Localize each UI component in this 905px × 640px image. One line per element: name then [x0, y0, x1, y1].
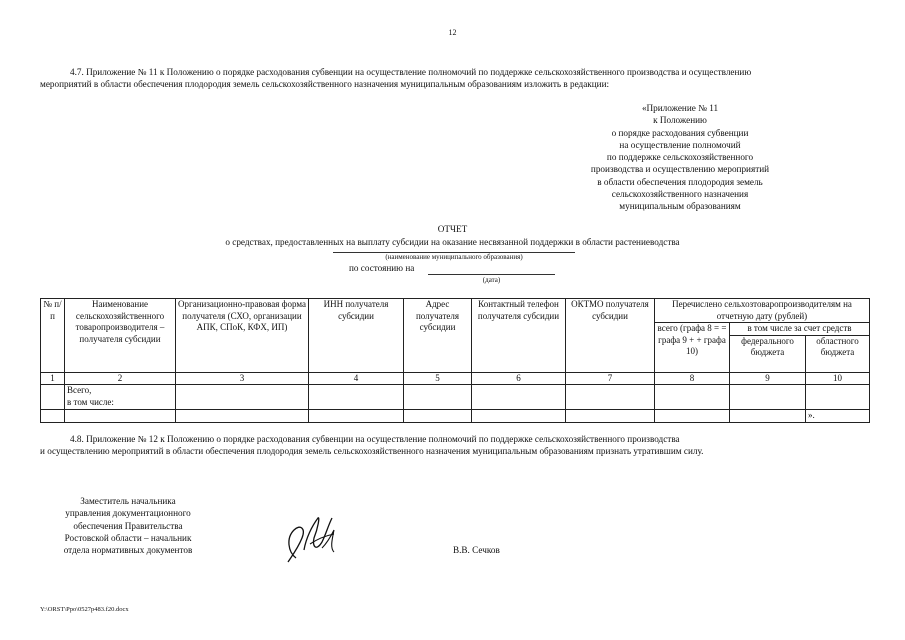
- header-num: № п/п: [41, 299, 65, 373]
- column-number: 2: [65, 372, 176, 385]
- empty-row-cell: [309, 410, 404, 423]
- report-subtitle: о средствах, предоставленных на выплату субсидии на оказание несвязанной поддержки в области растениеводства: [225, 236, 680, 247]
- column-number: 10: [806, 372, 870, 385]
- footer-file-path: Y:\ORST\Ppo\0527p483.f20.docx: [40, 606, 129, 613]
- empty-row-cell: [176, 410, 309, 423]
- empty-row-cell: [41, 410, 65, 423]
- paragraph-4-7: [40, 67, 865, 91]
- page-number: 12: [448, 28, 457, 37]
- header-including: в том числе за счет средств: [730, 323, 870, 336]
- paragraph-4-8-line2: и осуществлению мероприятий в области обеспечения плодородия земель сельскохозяйственного назначения муниципальным образованиям признать утратившим силу.: [40, 445, 704, 456]
- column-number: 6: [472, 372, 566, 385]
- header-transferred: Перечислено сельхозтоваропроизводителям на отчетную дату (рублей): [655, 299, 870, 323]
- total-label: Всего,: [67, 385, 92, 395]
- empty-row-cell: [404, 410, 472, 423]
- report-title: ОТЧЕТ: [437, 224, 468, 234]
- date-line: [428, 274, 555, 275]
- header-regional: областного бюджета: [806, 335, 870, 372]
- column-number: 3: [176, 372, 309, 385]
- signatory-line: обеспечения Правительства: [73, 520, 183, 531]
- empty-row-cell: [65, 410, 176, 423]
- handwritten-signature: [282, 508, 344, 566]
- total-row-cell: [566, 385, 655, 410]
- appendix-line: производства и осуществлению мероприятий: [590, 164, 770, 175]
- column-number: 7: [566, 372, 655, 385]
- as-of-label: по состоянию на: [349, 263, 415, 273]
- appendix-line: «Приложение № 11: [641, 103, 719, 113]
- header-org-form: Организационно-правовая форма получателя (СХО, организации АПК, СПоК, КФХ, ИП): [176, 299, 309, 373]
- paragraph-4-8: [40, 434, 865, 458]
- empty-row-cell: [566, 410, 655, 423]
- header-phone: Контактный телефон получателя субсидии: [472, 299, 566, 373]
- column-number: 1: [41, 372, 65, 385]
- appendix-header: [560, 102, 800, 213]
- header-address: Адрес получателя субсидии: [404, 299, 472, 373]
- signatory-line: управления документационного: [65, 508, 191, 519]
- header-federal: федерального бюджета: [730, 335, 806, 372]
- empty-row-cell: [730, 410, 806, 423]
- report-title-block: [0, 223, 905, 248]
- including-label: в том числе:: [67, 396, 114, 407]
- total-row-cell: [655, 385, 730, 410]
- report-table: [40, 298, 870, 423]
- signatory-line: отдела нормативных документов: [63, 545, 193, 556]
- header-oktmo: ОКТМО получателя субсидии: [566, 299, 655, 373]
- paragraph-4-7-line2: мероприятий в области обеспечения плодородия земель сельскохозяйственного назначения муниципальным образованиям изложить в редакции:: [40, 78, 610, 89]
- total-row-cell: [730, 385, 806, 410]
- appendix-line: сельскохозяйственного назначения: [611, 189, 749, 200]
- total-row-cell: [176, 385, 309, 410]
- header-inn: ИНН получателя субсидии: [309, 299, 404, 373]
- appendix-line: в области обеспечения плодородия земель: [597, 176, 763, 187]
- paragraph-4-7-line1: 4.7. Приложение № 11 к Положению о порядке расходования субвенции на осуществление полномочий по поддержке сельскохозяйственного производства и осуществлению: [70, 67, 752, 77]
- municipality-caption: (наименование муниципального образования): [385, 253, 523, 261]
- header-name: Наименование сельскохозяйственного товаропроизводителя – получателя субсидии: [65, 299, 176, 373]
- signatory-line: Ростовской области – начальник: [64, 532, 192, 543]
- appendix-line: муниципальным образованиям: [619, 201, 741, 212]
- total-row-cell: [309, 385, 404, 410]
- appendix-line: на осуществление полномочий: [619, 139, 741, 150]
- appendix-line: по поддержке сельскохозяйственного: [606, 152, 754, 163]
- signatory-position: [48, 495, 208, 556]
- total-row-cell: [806, 385, 870, 410]
- total-row-cell: [404, 385, 472, 410]
- signatory-line: Заместитель начальника: [80, 496, 176, 506]
- total-row-cell: [41, 385, 65, 410]
- empty-row-cell: [472, 410, 566, 423]
- signer-name: В.В. Сечков: [453, 545, 500, 555]
- total-row-label: [65, 385, 176, 410]
- header-total: всего (графа 8 = = графа 9 + + графа 10): [655, 323, 730, 373]
- appendix-line: к Положению: [653, 115, 707, 126]
- column-number: 9: [730, 372, 806, 385]
- empty-row-cell: [655, 410, 730, 423]
- column-number: 4: [309, 372, 404, 385]
- column-number: 5: [404, 372, 472, 385]
- date-caption: (дата): [482, 276, 501, 284]
- appendix-line: о порядке расходования субвенции: [611, 127, 749, 138]
- column-number: 8: [655, 372, 730, 385]
- paragraph-4-8-line1: 4.8. Приложение № 12 к Положению о порядке расходования субвенции на осуществление полномочий по поддержке сельскохозяйственного производства: [70, 434, 680, 444]
- total-row-cell: [472, 385, 566, 410]
- closing-mark: ».: [806, 410, 870, 423]
